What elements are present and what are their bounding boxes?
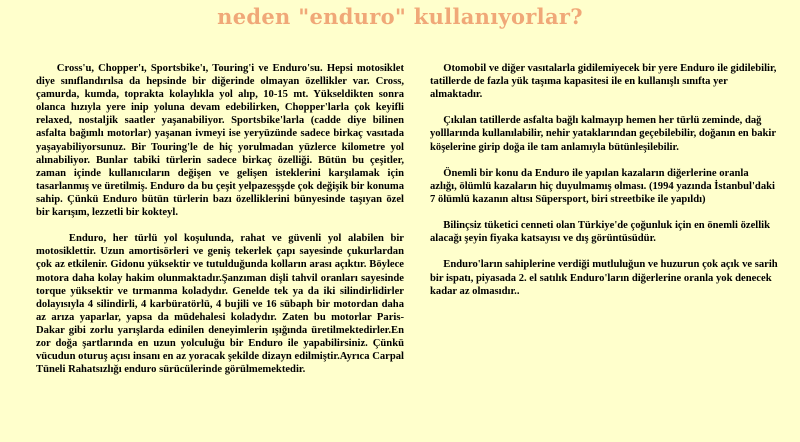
right-text-column [430,62,781,311]
column-divider [410,62,411,434]
paragraph: Önemli bir konu da Enduro ile yapılan kazaların diğerlerine oranla azlığı, ölümlü kazaların hiç duyulmamış olması. (1994 yazında İstanbul'daki 7 ölümlü kazanın altısı Süpersport, biri streetbike ile yapıldı) [430,167,778,205]
paragraph: Otomobil ve diğer vasıtalarla gidilemiyecek bir yere Enduro ile gidilebilir, tatillerde de fazla yük taşıma kapasitesi ile en kullanışlı sınıfta yer almaktadır. [430,63,780,101]
paragraph: Enduro, her türlü yol koşulunda, rahat ve güvenli yol alabilen bir motosiklettir. Uzun amortisörleri ve geniş tekerlek çapı sayesinde çukurlardan çok az etkilenir. Gidonu yüksektir ve tutulduğunda kolların arası açıktır. Böylece motora daha kolay hakim olunmaktadır.Şanzıman dişli tahvil oranları sayesinde torque yüksektir ve tırmanma koladydır. Genelde tek ya da iki silindirlidirler dolayısıyla 4 silindirli, 4 karbüratörlü, 4 bujili ve 16 sübaph bir motordan daha az arıza yaparlar, yapsa da müdehalesi koladydır. Zaten bu motorlar Paris-Dakar gibi zorlu yarışlarda edinilen deneyimlerin ışığında üretilmektedirler.En zor doğa şartlarında en uzun yolculuğu bir Enduro ile yapabilirsiniz. Çünkü vücudun oturuş açısı insanı en az yoracak şekilde dizayn edilmiştir.Ayrıca Carpal Tüneli Rahatsızlığı enduro sürücülerinde görülmemektedir. [36,233,407,376]
left-text-column [36,62,407,389]
paragraph: Cross'u, Chopper'ı, Sportsbike'ı, Touring'i ve Enduro'su. Hepsi motosiklet diye sınıflandırılsa da hepsinde bir diğerinde olmayan özellikler var. Cross, çamurda, kumda, toprakta kolaylıkla yol alıp, 10-15 mt. Yükseldikten sonra olanca hızıyla yere inip yoluna devam edebilirken, Chopper'larla çok keyifli relaxed, nostaljik saatler yaşanabiliyor. Sportsbike'larla (cadde diye bilinen asfalta bağımlı motorlar) yaşanan ivmeyi ise yeryüzünde sadece birkaç vasıtada yaşayabiliyorsunuz. Bir Touring'le de hiç yorulmadan yüzlerce kilometre yol alınabiliyor. Bunlar tabiki türlerin sadece birkaç özelliği. Bütün bu çeşitler, zaman içinde kullanıcıların değişen ve gelişen isteklerini karşılamak için tasarlanmış ve üretilmiş. Enduro da bu çeşit yelpazesşşde çok değişik bir konuma sahip. Çünkü Enduro bütün türlerin bazı özelliklerini bünyesinde taşıyan özel bir karışım, lezzetli bir kokteyl. [36,63,407,219]
paragraph: Bilinçsiz tüketici cenneti olan Türkiye'de çoğunluk için en önemli özellik alacağı şeyin fiyaka katsayısı ve dış görüntüsüdür. [430,220,773,245]
paragraph: Çıkılan tatillerde asfalta bağlı kalmayıp hemen her türlü zeminde, dağ yolllarında kullanılabilir, nehir yataklarından geçebilebilir, doğanın en bakir köşelerine girip doğa ile tam anlamıyla bütünleşilebilir. [430,115,779,153]
page-title: neden "enduro" kullanıyorlar? [217,4,583,29]
paragraph: Enduro'ların sahiplerine verdiği mutluluğun ve huzurun çok açık ve sarih bir ispatı, piyasada 2. el satılık Enduro'ların diğerlerine oranla yok denecek kadar az olmasıdır.. [430,259,781,297]
